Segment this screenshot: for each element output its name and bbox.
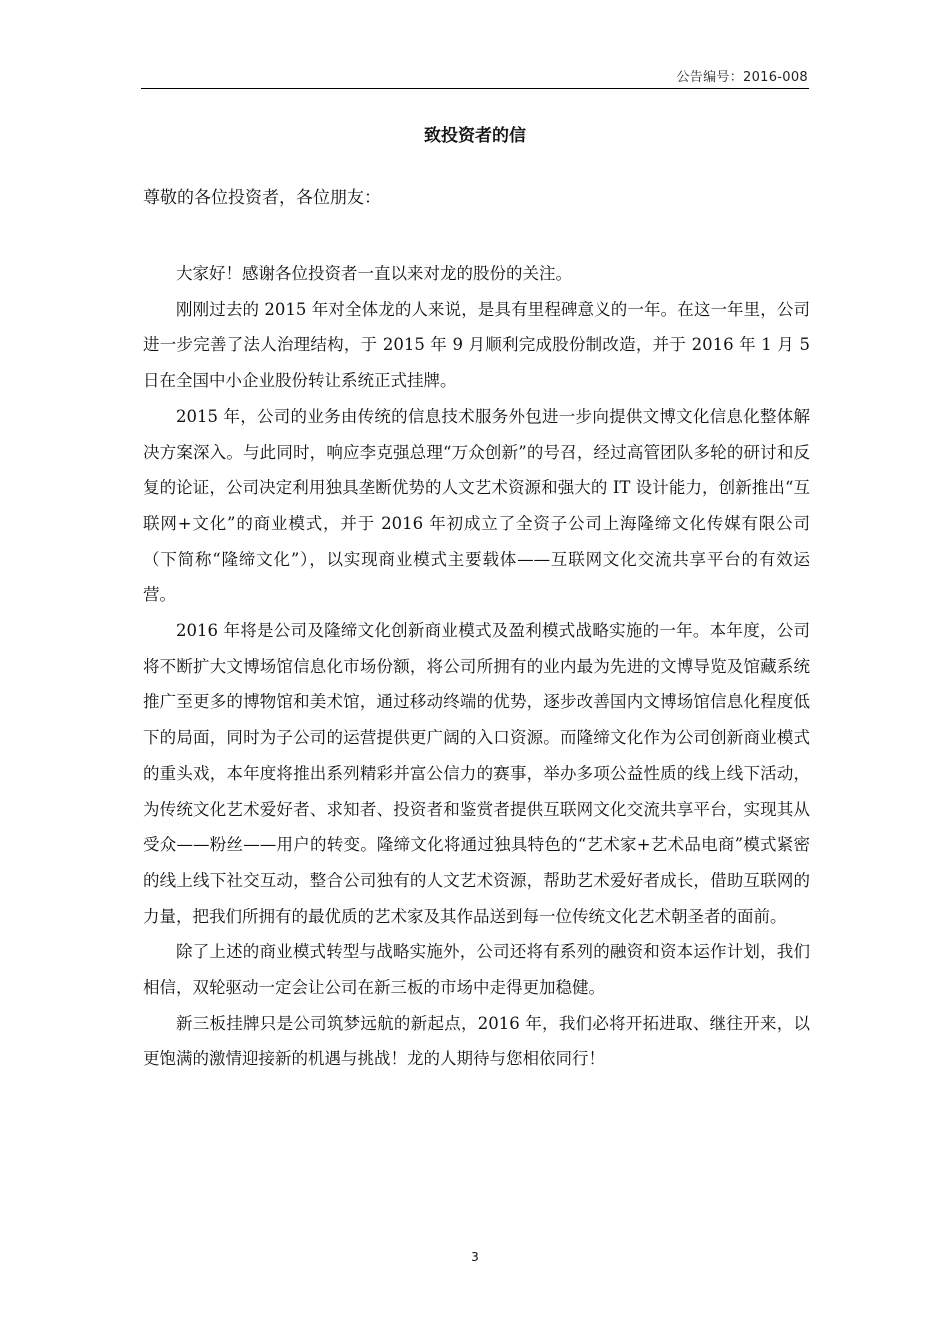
header-divider [141,88,809,89]
paragraph-financing: 除了上述的商业模式转型与战略实施外，公司还将有系列的融资和资本运作计划，我们相信，双轮驱动一定会让公司在新三板的市场中走得更加稳健。 [143,942,810,998]
paragraph-2015-milestone: 刚刚过去的 2015 年对全体龙的人来说，是具有里程碑意义的一年。在这一年里，公司进一步完善了法人治理结构，于 2015 年 9 月顺利完成股份制改造，并于 2016 年 1 月 5 日在全国中小企业股份转让系统正式挂牌。 [143,299,810,391]
letter-title: 致投资者的信 [424,126,526,146]
paragraph-2015-business: 2015 年，公司的业务由传统的信息技术服务外包进一步向提供文博文化信息化整体解决方案深入。与此同时，响应李克强总理“万众创新”的号召，经过高管团队多轮的研讨和反复的论证，公司决定利用独具垄断优势的人文艺术资源和强大的 IT 设计能力，创新推出“互联网+文化”的商业模式，并于 2016 年初成立了全资子公司上海隆缔文化传媒有限公司（下简称“隆缔文化”），以实现商业模式主要载体——互联网文化交流共享平台的有效运营。 [143,406,810,605]
letter-body [143,256,810,1077]
letter-salutation: 尊敬的各位投资者，各位朋友： [143,188,381,208]
paragraph-greeting: 大家好！感谢各位投资者一直以来对龙的股份的关注。 [176,264,572,283]
announcement-number: 公告编号：2016-008 [676,70,808,85]
page-number: 3 [471,1250,479,1264]
paragraph-closing: 新三板挂牌只是公司筑梦远航的新起点，2016 年，我们必将开拓进取、继往开来，以更饱满的激情迎接新的机遇与挑战！龙的人期待与您相依同行！ [143,1013,810,1069]
paragraph-2016-strategy: 2016 年将是公司及隆缔文化创新商业模式及盈利模式战略实施的一年。本年度，公司将不断扩大文博场馆信息化市场份额，将公司所拥有的业内最为先进的文博导览及馆藏系统推广至更多的博物馆和美术馆，通过移动终端的优势，逐步改善国内文博场馆信息化程度低下的局面，同时为子公司的运营提供更广阔的入口资源。而隆缔文化作为公司创新商业模式的重头戏，本年度将推出系列精彩并富公信力的赛事，举办多项公益性质的线上线下活动，为传统文化艺术爱好者、求知者、投资者和鉴赏者提供互联网文化交流共享平台，实现其从受众——粉丝——用户的转变。隆缔文化将通过独具特色的“艺术家+艺术品电商”模式紧密的线上线下社交互动，整合公司独有的人文艺术资源，帮助艺术爱好者成长，借助互联网的力量，把我们所拥有的最优质的艺术家及其作品送到每一位传统文化艺术朝圣者的面前。 [143,621,810,926]
